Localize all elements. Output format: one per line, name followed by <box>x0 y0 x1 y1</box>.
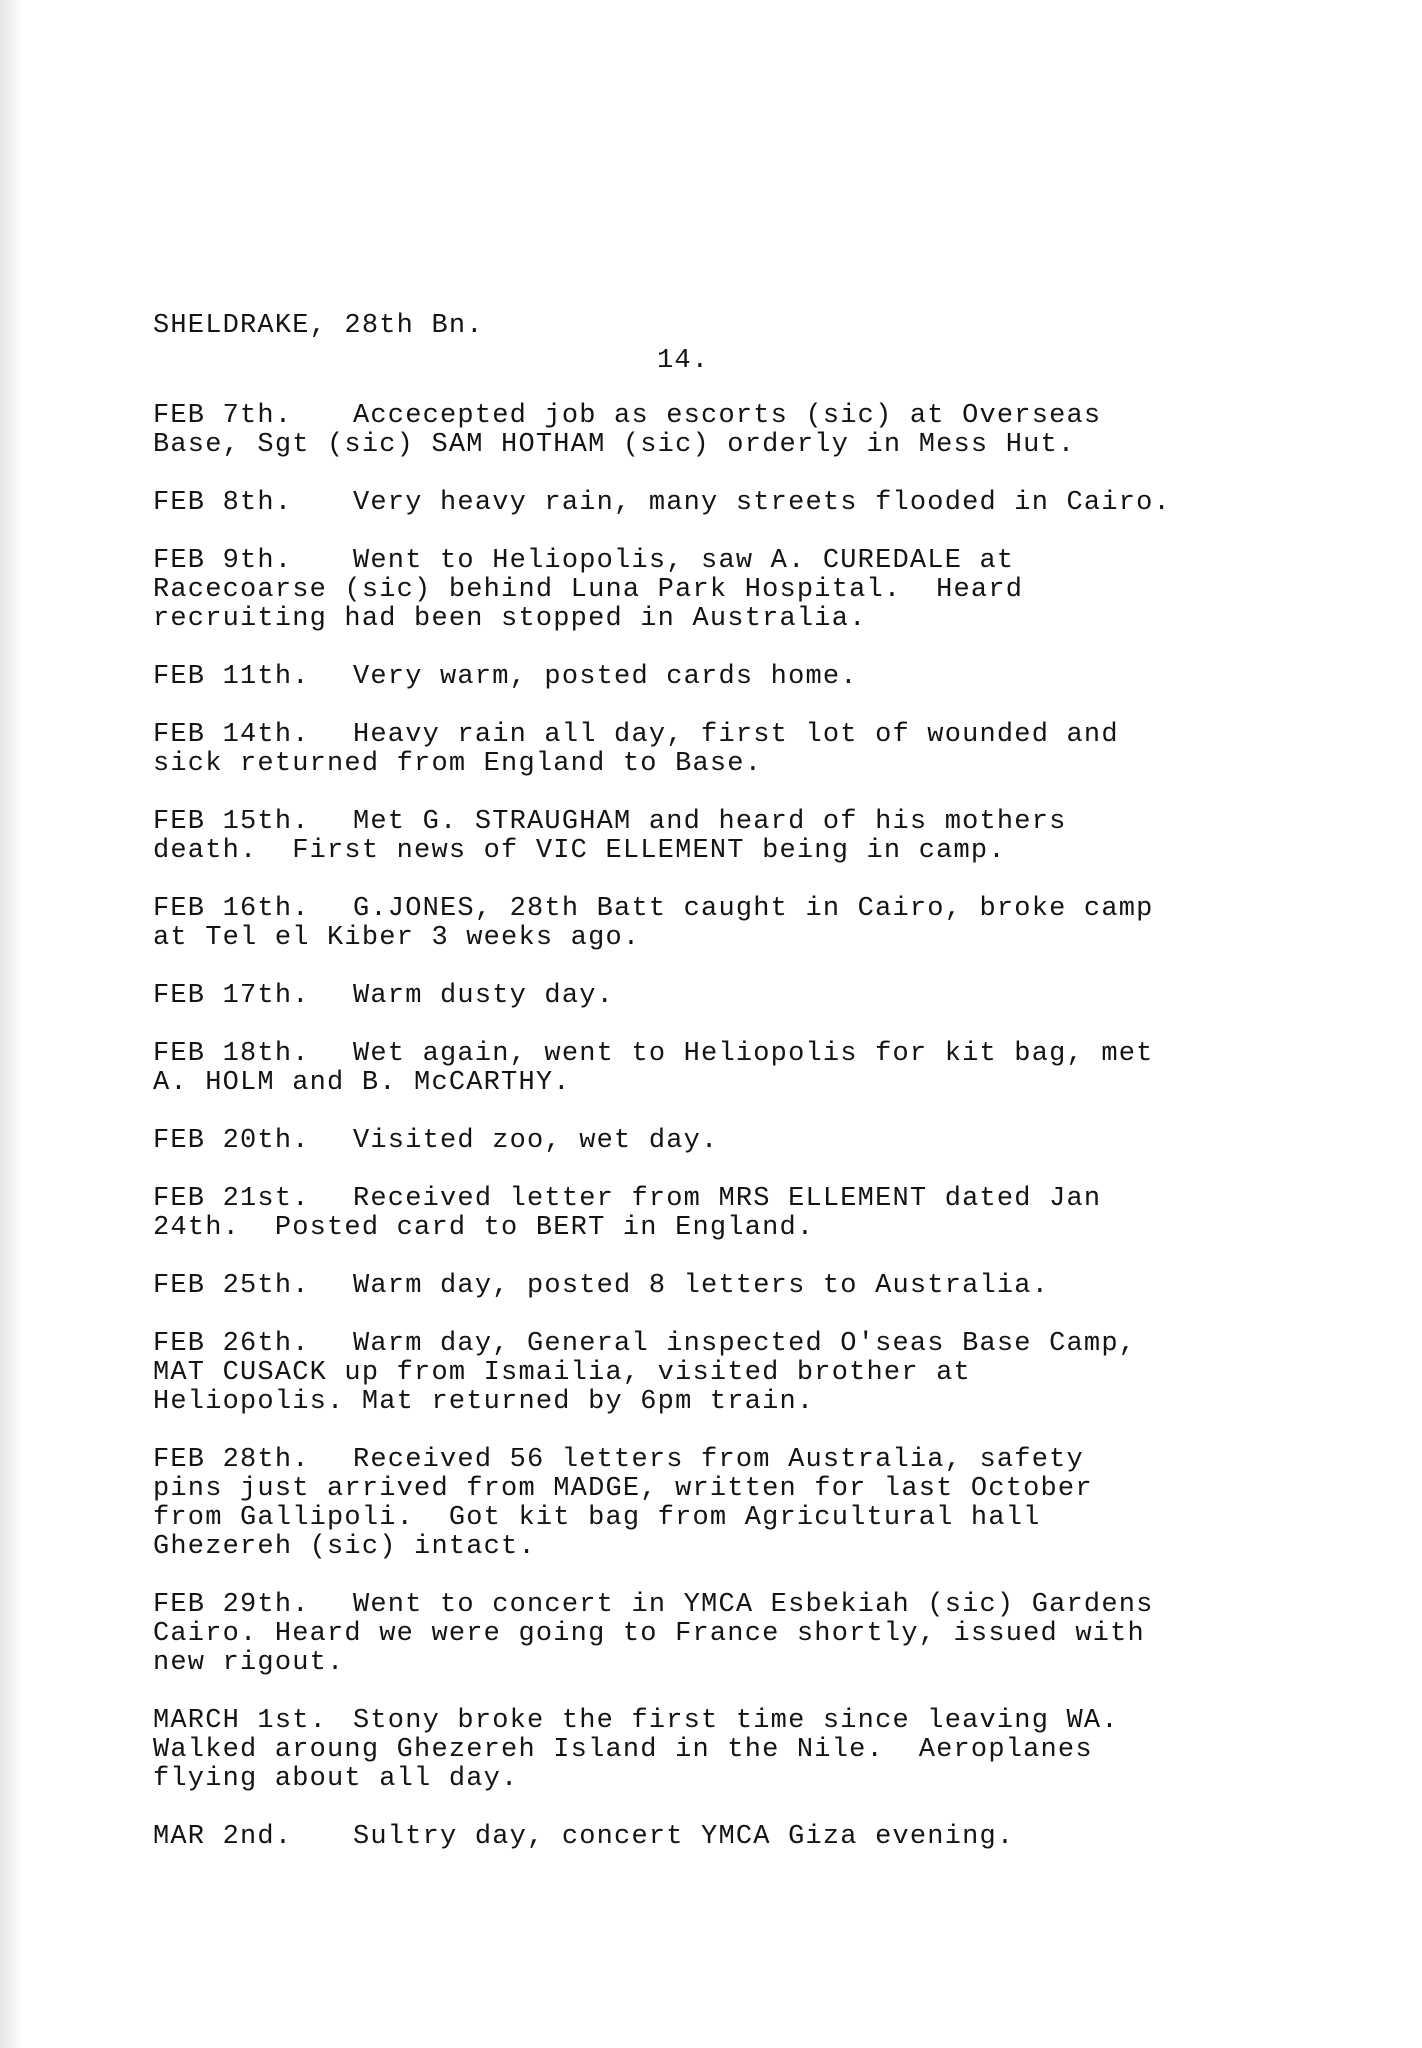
diary-entry <box>153 895 1233 953</box>
diary-entry <box>153 489 1233 518</box>
document-header: SHELDRAKE, 28th Bn. <box>153 311 484 341</box>
entry-date: FEB 14th. <box>153 720 310 750</box>
entry-text: Warm day, General inspected O'seas Base Camp, <box>353 1329 1137 1359</box>
entry-date: FEB 18th. <box>153 1039 310 1069</box>
entry-text: Base, Sgt (sic) SAM HOTHAM (sic) orderly in Mess Hut. <box>153 430 1076 460</box>
entry-date: FEB 9th. <box>153 546 293 576</box>
entry-date: FEB 29th. <box>153 1590 310 1620</box>
entry-date: FEB 15th. <box>153 807 310 837</box>
entry-date: FEB 8th. <box>153 488 293 518</box>
entry-text: sick returned from England to Base. <box>153 749 763 779</box>
diary-entry <box>153 1707 1233 1794</box>
entry-text: Received 56 letters from Australia, safety <box>353 1445 1084 1475</box>
scan-edge-shadow <box>0 0 24 2048</box>
entry-text: A. HOLM and B. McCARTHY. <box>153 1068 571 1098</box>
entry-date: FEB 20th. <box>153 1126 310 1156</box>
diary-entry <box>153 1272 1233 1301</box>
entry-text: Heavy rain all day, first lot of wounded and <box>353 720 1119 750</box>
entry-text: from Gallipoli. Got kit bag from Agricultural hall <box>153 1503 1041 1533</box>
entry-text: Accecepted job as escorts (sic) at Overseas <box>353 401 1102 431</box>
diary-entry <box>153 1330 1233 1417</box>
entry-text: 24th. Posted card to BERT in England. <box>153 1213 815 1243</box>
entry-text: recruiting had been stopped in Australia. <box>153 604 867 634</box>
entry-date: MARCH 1st. <box>153 1706 328 1736</box>
entry-text: Met G. STRAUGHAM and heard of his mothers <box>353 807 1067 837</box>
entry-text: Racecoarse (sic) behind Luna Park Hospital. Heard <box>153 575 1024 605</box>
entry-text: MAT CUSACK up from Ismailia, visited brother at <box>153 1358 971 1388</box>
diary-entry <box>153 982 1233 1011</box>
entry-date: FEB 17th. <box>153 981 310 1011</box>
entry-text: Went to concert in YMCA Esbekiah (sic) Gardens <box>353 1590 1154 1620</box>
entry-date: FEB 16th. <box>153 894 310 924</box>
diary-entry <box>153 1823 1233 1852</box>
entry-text: Very warm, posted cards home. <box>353 662 858 692</box>
page-number: 14. <box>657 346 710 376</box>
entry-text: Visited zoo, wet day. <box>353 1126 719 1156</box>
entry-text: pins just arrived from MADGE, written for last October <box>153 1474 1093 1504</box>
entry-text: flying about all day. <box>153 1764 519 1794</box>
entry-date: MAR 2nd. <box>153 1822 293 1852</box>
diary-entry <box>153 547 1233 634</box>
entry-date: FEB 7th. <box>153 401 293 431</box>
entry-text: Walked aroung Ghezereh Island in the Nile. Aeroplanes <box>153 1735 1093 1765</box>
entry-text: at Tel el Kiber 3 weeks ago. <box>153 923 641 953</box>
entry-text: Warm dusty day. <box>353 981 615 1011</box>
entry-date: FEB 11th. <box>153 662 310 692</box>
entry-text: Received letter from MRS ELLEMENT dated Jan <box>353 1184 1102 1214</box>
entry-text: Wet again, went to Heliopolis for kit bag, met <box>353 1039 1154 1069</box>
diary-entry <box>153 1040 1233 1098</box>
entry-text: death. First news of VIC ELLEMENT being in camp. <box>153 836 1006 866</box>
entry-text: Sultry day, concert YMCA Giza evening. <box>353 1822 1015 1852</box>
entry-text: Warm day, posted 8 letters to Australia. <box>353 1271 1050 1301</box>
entry-text: new rigout. <box>153 1648 345 1678</box>
entry-text: Ghezereh (sic) intact. <box>153 1532 536 1562</box>
entry-date: FEB 21st. <box>153 1184 310 1214</box>
entry-text: G.JONES, 28th Batt caught in Cairo, broke camp <box>353 894 1154 924</box>
diary-entry <box>153 402 1233 460</box>
entry-date: FEB 28th. <box>153 1445 310 1475</box>
diary-entry <box>153 663 1233 692</box>
diary-entry <box>153 1185 1233 1243</box>
entry-text: Went to Heliopolis, saw A. CUREDALE at <box>353 546 1015 576</box>
diary-entry <box>153 808 1233 866</box>
entry-text: Cairo. Heard we were going to France shortly, issued with <box>153 1619 1145 1649</box>
entry-text: Stony broke the first time since leaving WA. <box>353 1706 1119 1736</box>
document-page <box>153 312 1233 1852</box>
entry-date: FEB 26th. <box>153 1329 310 1359</box>
diary-entry <box>153 721 1233 779</box>
entry-text: Heliopolis. Mat returned by 6pm train. <box>153 1387 815 1417</box>
diary-entry <box>153 1591 1233 1678</box>
entry-date: FEB 25th. <box>153 1271 310 1301</box>
diary-entry <box>153 1446 1233 1562</box>
diary-entry <box>153 1127 1233 1156</box>
entry-text: Very heavy rain, many streets flooded in Cairo. <box>353 488 1171 518</box>
